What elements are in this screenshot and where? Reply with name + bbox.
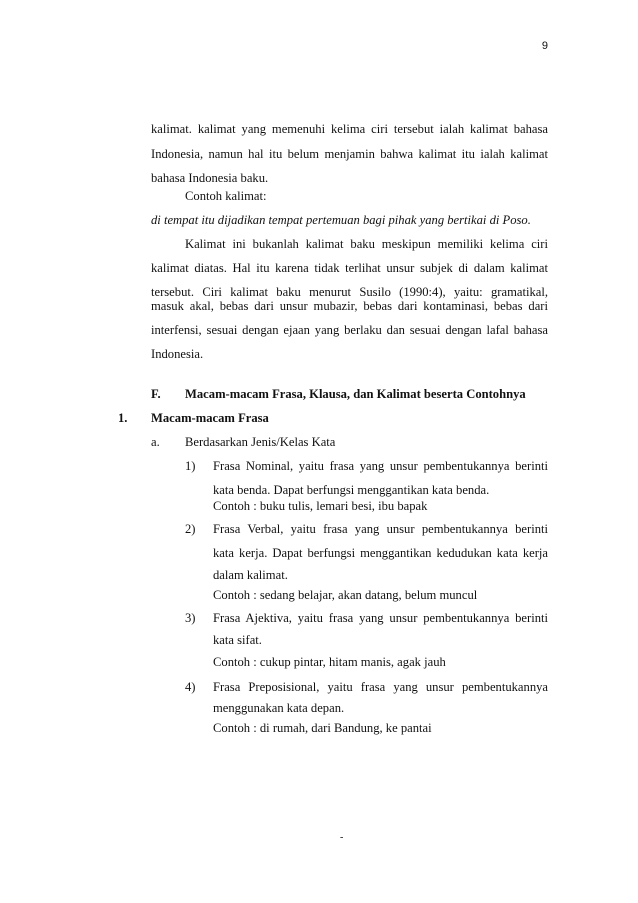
list-item-line: Frasa Ajektiva, yaitu frasa yang unsur pembentukannya berinti — [213, 611, 548, 625]
list-item-line: menggunakan kata depan. — [213, 701, 345, 715]
paragraph-line: kalimat diatas. Hal itu karena tidak terlihat unsur subjek di dalam kalimat — [151, 261, 548, 275]
paragraph-line: interfensi, sesuai dengan ejaan yang berlaku dan sesuai dengan lafal bahasa — [151, 323, 548, 337]
list-item-line: Frasa Verbal, yaitu frasa yang unsur pembentukannya berinti — [213, 522, 548, 536]
paragraph-line: Indonesia. — [151, 347, 204, 361]
example-label: Contoh kalimat: — [185, 189, 267, 203]
list-item-example: Contoh : cukup pintar, hitam manis, agak jauh — [213, 655, 446, 669]
example-sentence: di tempat itu dijadikan tempat pertemuan bagi pihak yang bertikai di Poso. — [151, 213, 531, 227]
list-item-marker: 1) — [185, 459, 196, 473]
paragraph-line: kalimat. kalimat yang memenuhi kelima ciri tersebut ialah kalimat bahasa — [151, 122, 548, 136]
list-item-marker: 3) — [185, 611, 196, 625]
list-item-line: Frasa Preposisional, yaitu frasa yang unsur pembentukannya — [213, 680, 548, 694]
list-item-line: dalam kalimat. — [213, 568, 288, 582]
subsection-marker: 1. — [118, 411, 128, 425]
item-marker: a. — [151, 435, 160, 449]
section-title: Macam-macam Frasa, Klausa, dan Kalimat beserta Contohnya — [185, 387, 526, 401]
list-item-example: Contoh : sedang belajar, akan datang, belum muncul — [213, 588, 478, 602]
paragraph-line: Indonesia, namun hal itu belum menjamin bahwa kalimat itu ialah kalimat — [151, 147, 548, 161]
list-item-example: Contoh : di rumah, dari Bandung, ke pantai — [213, 721, 432, 735]
list-item-line: kata sifat. — [213, 633, 262, 647]
paragraph-line: Kalimat ini bukanlah kalimat baku meskipun memiliki kelima ciri — [185, 237, 548, 251]
page-number: 9 — [541, 40, 548, 52]
list-item-example: Contoh : buku tulis, lemari besi, ibu bapak — [213, 499, 428, 513]
list-item-marker: 4) — [185, 680, 196, 694]
list-item-line: Frasa Nominal, yaitu frasa yang unsur pembentukannya berinti — [213, 459, 548, 473]
subsection-title: Macam-macam Frasa — [151, 411, 269, 425]
list-item-line: kata kerja. Dapat berfungsi menggantikan kedudukan kata kerja — [213, 546, 548, 560]
paragraph-line: bahasa Indonesia baku. — [151, 171, 269, 185]
list-item-line: kata benda. Dapat berfungsi menggantikan kata benda. — [213, 483, 490, 497]
item-title: Berdasarkan Jenis/Kelas Kata — [185, 435, 336, 449]
paragraph-line: masuk akal, bebas dari unsur mubazir, bebas dari kontaminasi, bebas dari — [151, 299, 548, 313]
section-marker: F. — [151, 387, 161, 401]
footer-mark: - — [340, 832, 344, 843]
list-item-marker: 2) — [185, 522, 196, 536]
paragraph-line: tersebut. Ciri kalimat baku menurut Susilo (1990:4), yaitu: gramatikal, — [151, 285, 548, 299]
